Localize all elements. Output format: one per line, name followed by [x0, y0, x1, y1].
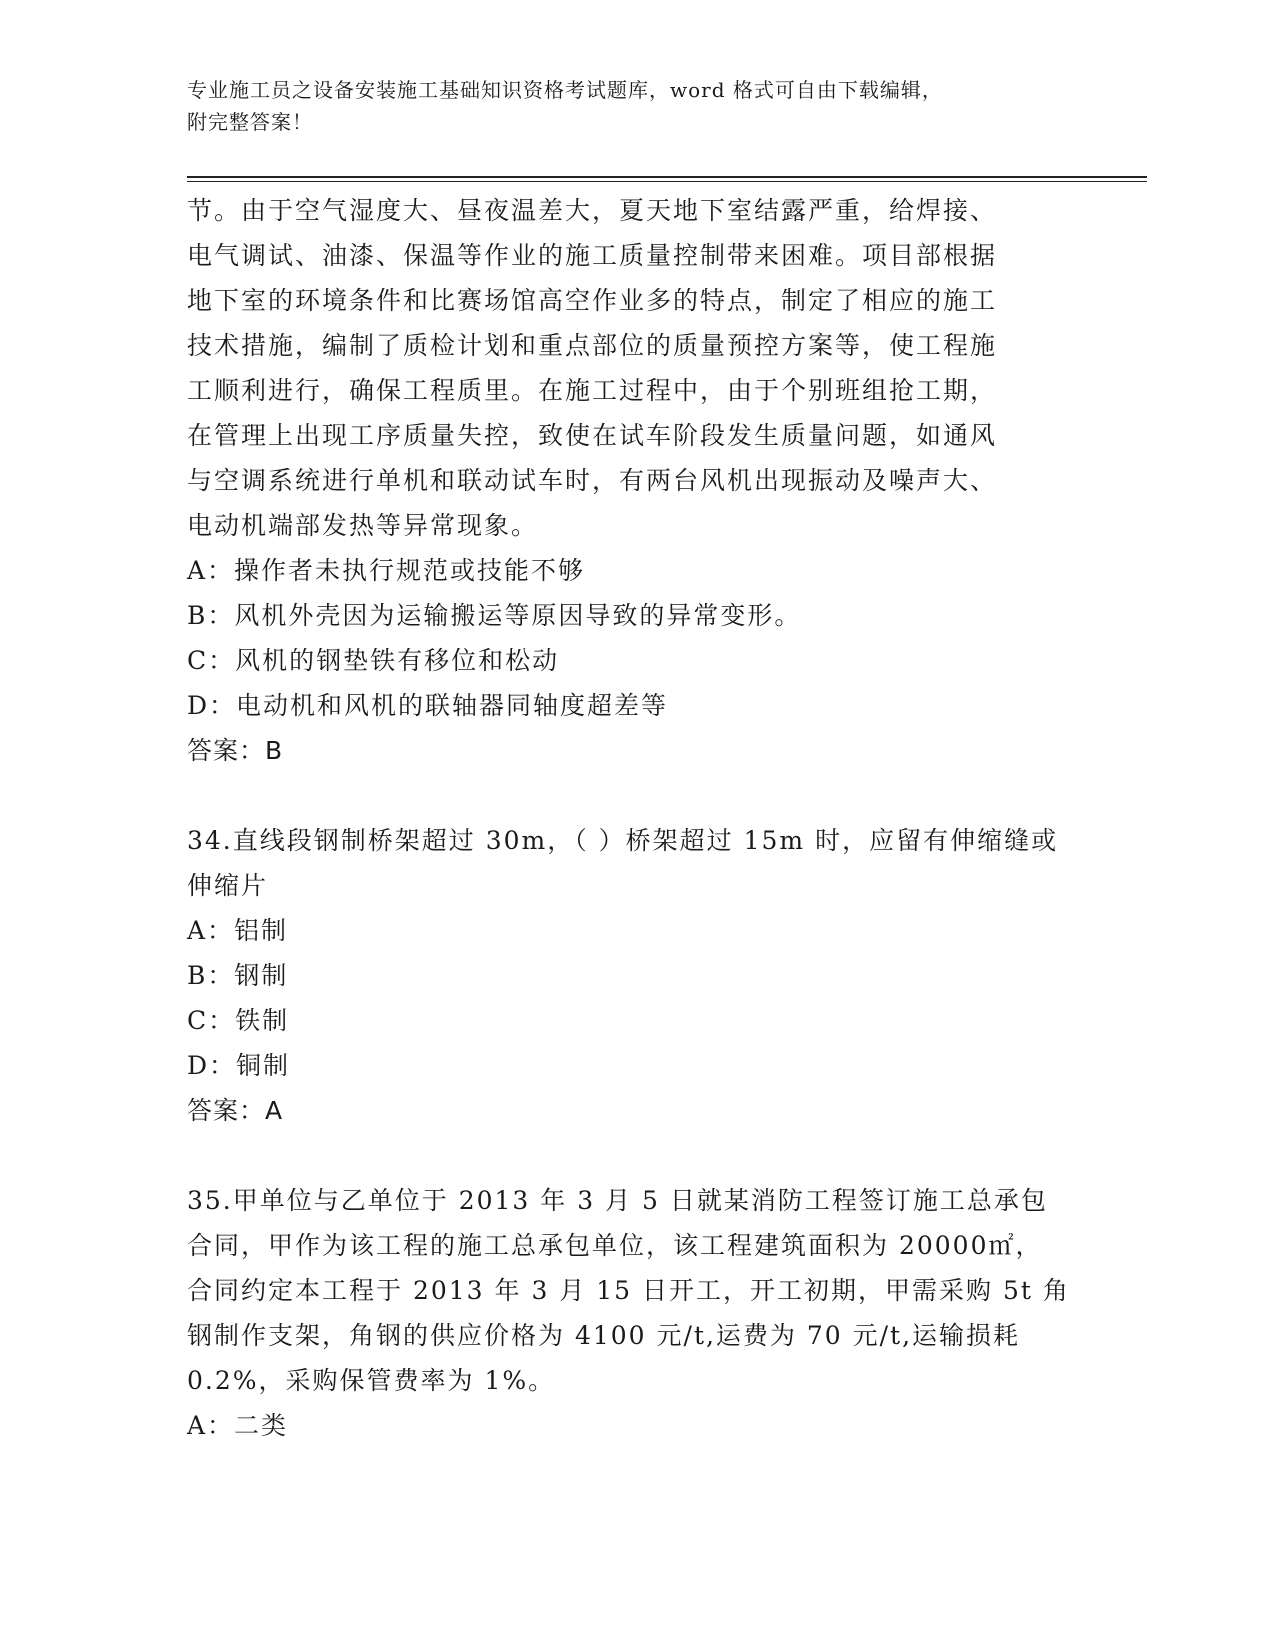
stem-line: 35.甲单位与乙单位于 2013 年 3 月 5 日就某消防工程签订施工总承包	[187, 1186, 1048, 1215]
question-34-stem	[187, 818, 1087, 908]
option-c: C：铁制	[187, 1006, 290, 1035]
answer-label: 答案：B	[187, 736, 284, 765]
stem-line: 合同，甲作为该工程的施工总承包单位，该工程建筑面积为 20000㎡，	[187, 1231, 1043, 1260]
question-33	[187, 188, 1087, 773]
stem-line: 0.2%，采购保管费率为 1%。	[187, 1366, 556, 1395]
option-c: C：风机的钢垫铁有移位和松动	[187, 646, 560, 675]
option-b: B：钢制	[187, 961, 289, 990]
question-33-stem	[187, 188, 1087, 548]
stem-line: 电动机端部发热等异常现象。	[187, 511, 539, 540]
question-35	[187, 1178, 1087, 1448]
spacer	[187, 1133, 1087, 1178]
question-35-stem	[187, 1178, 1087, 1403]
stem-line: 工顺利进行，确保工程质里。在施工过程中，由于个别班组抢工期，	[187, 376, 998, 405]
option-a: A：二类	[187, 1411, 289, 1440]
header-divider	[187, 176, 1147, 182]
option-d: D：电动机和风机的联轴器同轴度超差等	[187, 691, 669, 720]
option-a: A：铝制	[187, 916, 289, 945]
header-title-line-1: 专业施工员之设备安装施工基础知识资格考试题库，word 格式可自由下载编辑，	[187, 78, 943, 102]
answer-label: 答案：A	[187, 1096, 284, 1125]
stem-line: 技术措施，编制了质检计划和重点部位的质量预控方案等，使工程施	[187, 331, 998, 360]
stem-line: 伸缩片	[187, 871, 269, 900]
stem-line: 在管理上出现工序质量失控，致使在试车阶段发生质量问题，如通风	[187, 421, 998, 450]
stem-line: 与空调系统进行单机和联动试车时，有两台风机出现振动及噪声大、	[187, 466, 998, 495]
document-header	[187, 74, 1067, 138]
stem-line: 节。由于空气湿度大、昼夜温差大，夏天地下室结露严重，给焊接、	[187, 196, 998, 225]
spacer	[187, 773, 1087, 818]
stem-line: 电气调试、油漆、保温等作业的施工质量控制带来困难。项目部根据	[187, 241, 998, 270]
header-title-line-2: 附完整答案！	[187, 110, 313, 134]
stem-line: 钢制作支架，角钢的供应价格为 4100 元/t,运费为 70 元/t,运输损耗	[187, 1321, 1021, 1350]
question-34	[187, 818, 1087, 1133]
stem-line: 34.直线段钢制桥架超过 30m，（ ）桥架超过 15m 时，应留有伸缩缝或	[187, 826, 1059, 855]
stem-line: 合同约定本工程于 2013 年 3 月 15 日开工，开工初期，甲需采购 5t 角	[187, 1276, 1070, 1305]
stem-line: 地下室的环境条件和比赛场馆高空作业多的特点，制定了相应的施工	[187, 286, 998, 315]
document-body	[187, 188, 1087, 1448]
option-a: A：操作者未执行规范或技能不够	[187, 556, 586, 585]
option-d: D：铜制	[187, 1051, 291, 1080]
option-b: B：风机外壳因为运输搬运等原因导致的异常变形。	[187, 601, 802, 630]
